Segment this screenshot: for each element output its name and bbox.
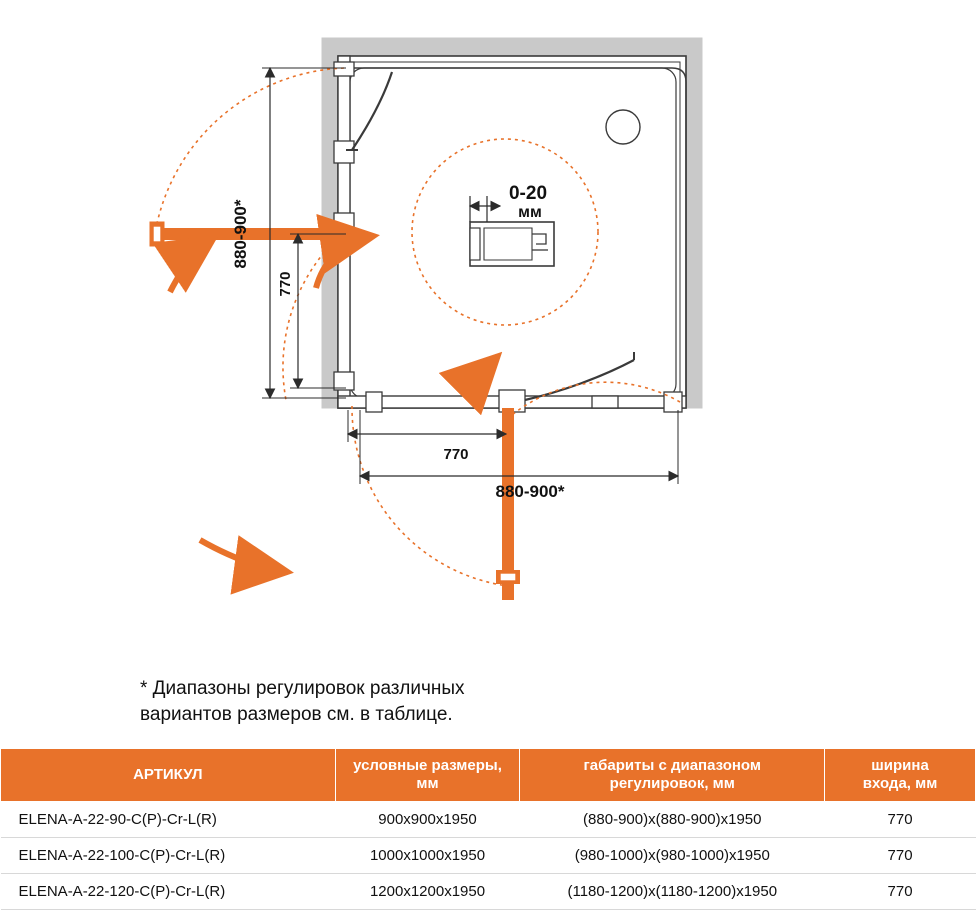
cell-range: (980-1000)x(980-1000)x1950 bbox=[520, 838, 825, 874]
cell-article: ELENA-A-22-100-C(P)-Cr-L(R) bbox=[1, 838, 336, 874]
dim-bottom-inner-label: 770 bbox=[443, 446, 469, 463]
cell-article: ELENA-A-22-120-C(P)-Cr-L(R) bbox=[1, 874, 336, 910]
cell-nominal: 1200x1200x1950 bbox=[335, 874, 520, 910]
cell-entry-width: 770 bbox=[825, 838, 976, 874]
cell-range: (880-900)x(880-900)x1950 bbox=[520, 802, 825, 838]
callout-value-label: 0-20 bbox=[508, 183, 548, 204]
dim-left-outer-label: 880-900* bbox=[231, 199, 250, 269]
table-row bbox=[1, 838, 976, 874]
callout-unit-label: мм bbox=[518, 204, 542, 221]
table-row bbox=[1, 874, 976, 910]
cell-range: (1180-1200)x(1180-1200)x1950 bbox=[520, 874, 825, 910]
table-header-row bbox=[1, 749, 976, 802]
column-header-article: АРТИКУЛ bbox=[1, 749, 336, 802]
cell-entry-width: 770 bbox=[825, 874, 976, 910]
footnote bbox=[140, 676, 780, 728]
cell-nominal: 900x900x1950 bbox=[335, 802, 520, 838]
cell-nominal: 1000x1000x1950 bbox=[335, 838, 520, 874]
column-header-entry-width: ширина входа, мм bbox=[825, 749, 976, 802]
dim-bottom-outer-label: 880-900* bbox=[495, 482, 565, 501]
column-header-range: габариты с диапазоном регулировок, мм bbox=[520, 749, 825, 802]
footnote-line-2: вариантов размеров см. в таблице. bbox=[140, 704, 453, 725]
column-header-nominal: условные размеры, мм bbox=[335, 749, 520, 802]
cell-entry-width: 770 bbox=[825, 802, 976, 838]
dim-left-inner-label: 770 bbox=[277, 271, 294, 297]
table-row bbox=[1, 802, 976, 838]
specifications-table bbox=[0, 748, 976, 910]
cell-article: ELENA-A-22-90-C(P)-Cr-L(R) bbox=[1, 802, 336, 838]
footnote-line-1: * Диапазоны регулировок различных bbox=[140, 678, 465, 699]
